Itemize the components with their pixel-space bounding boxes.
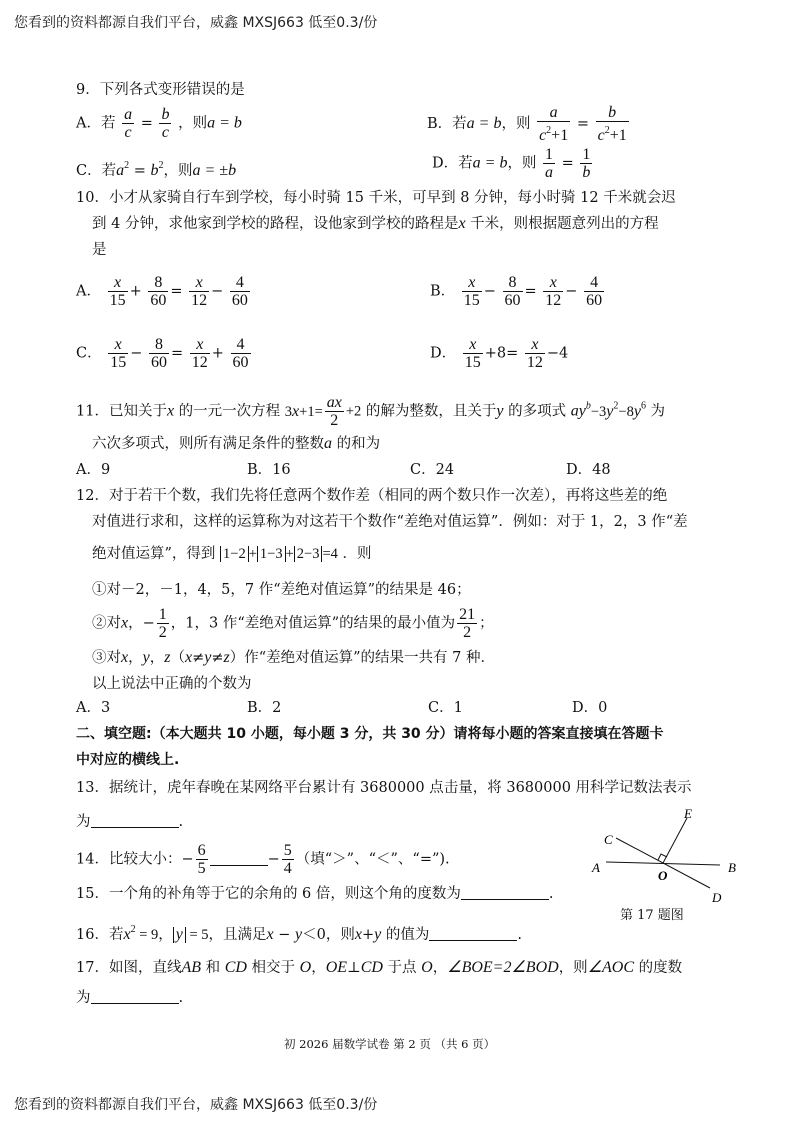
q17-line2: 为 . — [76, 990, 184, 1006]
q13-line2: 为 . — [76, 814, 184, 830]
q9-option-d: D．若a = b，则 $\frac{1}{a}$ = $\frac{1}{b}$ — [432, 146, 591, 181]
section2-line2: 中对应的横线上. — [76, 752, 180, 768]
figure17-diagram — [588, 808, 748, 904]
label-e: E — [684, 808, 692, 821]
q10-line1: 10．小才从家骑自行车到学校，每小时骑 15 千米，可早到 8 分钟，每小时骑 12 千米就会迟 — [76, 190, 676, 206]
label-a: A — [592, 860, 600, 875]
label-d: D — [712, 890, 722, 904]
q16: 16．若$x^2 = 9$， y = 5，且满足x − y＜0，则x+y 的值为 . — [76, 924, 522, 943]
label-b: B — [728, 860, 736, 875]
q12-line1: 12．对于若干个数，我们先将任意两个数作差（相同的两个数只作一次差），再将这些差的绝 — [76, 488, 668, 504]
q12-line2: 对值进行求和，这样的运算称为对这若干个数作“差绝对值运算”．例如：对于 1，2，3 作“差 — [92, 514, 688, 530]
q9-option-a: A．若 $\frac{a}{c}$ = $\frac{b}{c}$ ，则a = b — [76, 106, 242, 141]
q12-statement-3: ③对x，y，z（x≠y≠z）作“差绝对值运算”的结果一共有 7 种． — [92, 649, 495, 666]
q12-option-b: B．2 — [247, 700, 282, 716]
label-c: C — [604, 832, 613, 847]
q10-option-c: C． $\frac{x}{15}$ − $\frac{8}{60}$ = $\frac{x}{12}$ + $\frac{4}{60}$ — [76, 336, 249, 371]
q15: 15．一个角的补角等于它的余角的 6 倍，则这个角的度数为 . — [76, 886, 554, 902]
q12-option-a: A．3 — [76, 700, 111, 716]
figure17-caption: 第 17 题图 — [620, 908, 684, 923]
q12-statement-1: ①对－2，－1，4，5，7 作“差绝对值运算”的结果是 46； — [92, 582, 471, 598]
q13-line1: 13．据统计，虎年春晚在某网络平台累计有 3680000 点击量，将 3680000 用科学记数法表示 — [76, 780, 692, 796]
q11-line1: 11．已知关于x 的一元一次方程 3x+1= $\frac{ax}{2}$ +2 的解为整数，且关于y 的多项式 $ay^b-3y^2-8y^6$ 为 — [76, 394, 666, 429]
q11-option-d: D．48 — [566, 462, 611, 478]
figure17-svg — [588, 808, 748, 904]
section2-line1: 二、填空题:（本大题共 10 小题，每小题 3 分，共 30 分）请将每小题的答案直接填在答题卡 — [76, 726, 664, 742]
q12-statement-2: ②对x，− $\frac{1}{2}$ ，1，3 作“差绝对值运算”的结果的最小值为 $\frac{21}{2}$ ； — [92, 606, 494, 641]
q11-option-c: C．24 — [410, 462, 455, 478]
header-watermark: 您看到的资料都源自我们平台，威鑫 MXSJ663 低至0.3/份 — [14, 15, 378, 31]
q10-line3: 是 — [92, 242, 107, 258]
page-footer: 初 2026 届数学试卷 第 2 页 （共 6 页） — [284, 1037, 496, 1051]
q12-summary: 以上说法中正确的个数为 — [92, 676, 252, 692]
q10-option-b: B． $\frac{x}{15}$ − $\frac{8}{60}$ = $\frac{x}{12}$ − $\frac{4}{60}$ — [430, 274, 603, 309]
q12-option-c: C．1 — [428, 700, 463, 716]
q12-line3: 绝对值运算”，得到 1−2 + 1−3 + 2−3 =4 ．则 — [92, 546, 372, 562]
label-o: O — [658, 868, 668, 883]
q17-line1: 17．如图，直线AB 和 CD 相交于 O，OE⊥CD 于点 O，∠BOE=2∠BOD，则∠AOC 的度数 — [76, 959, 683, 976]
q12-option-d: D．0 — [572, 700, 608, 716]
q14: 14．比较大小：− $\frac{6}{5}$ − $\frac{5}{4}$ （填“＞”、“＜”、“=”). — [76, 842, 450, 877]
q10-option-d: D． $\frac{x}{15}$ +8= $\frac{x}{12}$ −4 — [430, 336, 569, 371]
q10-line2: 到 4 分钟，求他家到学校的路程，设他家到学校的路程是x 千米，则根据题意列出的方程 — [92, 215, 659, 232]
q11-line2: 六次多项式，则所有满足条件的整数a 的和为 — [92, 435, 381, 452]
q10-option-a: A． $\frac{x}{15}$ + $\frac{8}{60}$ = $\frac{x}{12}$ − $\frac{4}{60}$ — [76, 274, 248, 309]
q9-stem: 9．下列各式变形错误的是 — [76, 82, 245, 98]
q11-option-b: B．16 — [247, 462, 291, 478]
q9-option-c: C．若$a^2 = b^2$，则a = ±b — [76, 160, 237, 179]
q11-option-a: A．9 — [76, 462, 111, 478]
footer-watermark: 您看到的资料都源自我们平台，威鑫 MXSJ663 低至0.3/份 — [14, 1097, 378, 1113]
q9-option-b: B．若a = b，则 $\frac{a}{c^2+1}$ = $\frac{b}{c^2+1}$ — [427, 104, 627, 144]
